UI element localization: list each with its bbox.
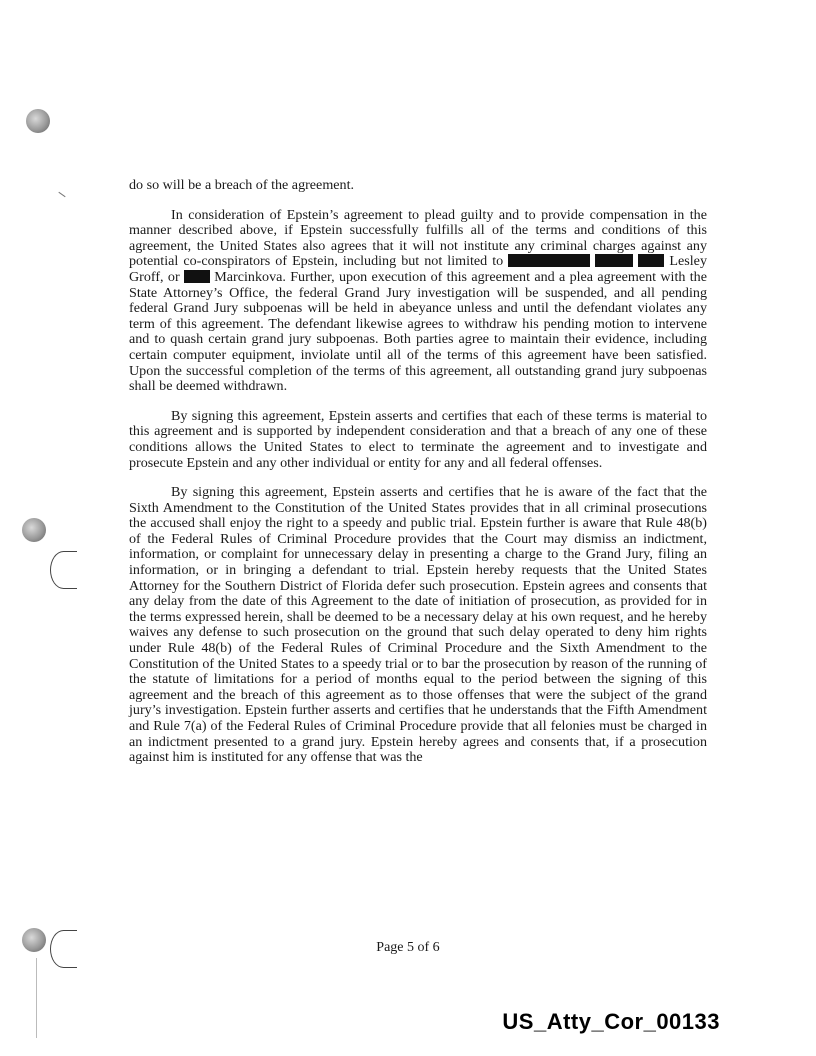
redaction-block [508, 254, 590, 267]
redaction-block [638, 254, 664, 267]
paragraph [129, 178, 707, 194]
bates-number: US_Atty_Cor_00133 [502, 1009, 720, 1034]
paragraph-text: By signing this agreement, Epstein asserts and certifies that he is aware of the fact that the Sixth Amendment to the Constitution of the United States provides that in all criminal prosecutions the accused shall enjoy the right to a speedy and public trial. Epstein further is aware that Rule 48(b) of the Federal Rules of Criminal Procedure provides that the Court may dismiss an indictment, information, or complaint for unnecessary delay in presenting a charge to the Grand Jury, filing an information, or in bringing a defendant to trial. Epstein hereby requests that the United States Attorney for the Southern District of Florida defer such prosecution. Epstein agrees and consents that any delay from the date of this Agreement to the date of initiation of prosecution, as provided for in the terms expressed herein, shall be deemed to be a necessary delay at his own request, and he hereby waives any defense to such prosecution on the ground that such delay operated to deny him rights under Rule 48(b) of the Federal Rules of Criminal Procedure and the Sixth Amendment to the Constitution of the United States to a speedy trial or to bar the prosecution by reason of the running of the statute of limitations for a period of months equal to the period between the signing of this agreement and the breach of this agreement as to those offenses that were the subject of the grand jury’s investigation. Epstein further asserts and certifies that he understands that the Fifth Amendment and Rule 7(a) of the Federal Rules of Criminal Procedure provide that all felonies must be charged in an indictment presented to a grand jury. Epstein hereby agrees and consents that, if a prosecution against him is instituted for any offense that was the [129, 484, 707, 766]
paragraph-text: In consideration of Epstein’s agreement to plead guilty and to provide compensation in the manner described above, if Epstein successfully fulfills all of the terms and conditions of this agreement, the United States also agrees that it will not institute any criminal charges against any potential co-conspirators of Epstein, including but not limited to [129, 206, 707, 270]
redaction-block [595, 254, 633, 267]
hole-punch-top [26, 109, 50, 133]
hole-punch-middle [22, 518, 46, 542]
paragraph-text: Marcinkova. Further, upon execution of this agreement and a plea agreement with the State Attorney’s Office, the federal Grand Jury investigation will be suspended, and all pending federal Grand Jury subpoenas will be held in abeyance unless and until the defendant violates any term of this agreement. The defendant likewise agrees to withdraw his pending motion to intervene and to quash certain grand jury subpoenas. Both parties agree to maintain their evidence, including certain computer equipment, inviolate until all of the terms of this agreement have been satisfied. Upon the successful completion of the terms of this agreement, all outstanding grand jury subpoenas shall be deemed withdrawn. [129, 268, 707, 395]
redaction-block [184, 270, 210, 283]
paragraph-text: By signing this agreement, Epstein asserts and certifies that each of these terms is material to this agreement and is supported by independent consideration and that a breach of any one of these conditions allows the United States to elect to terminate the agreement and to investigate and prosecute Epstein and any other individual or entity for any and all federal offenses. [129, 407, 707, 471]
paragraph [129, 409, 707, 471]
paragraph [129, 485, 707, 766]
document-body [129, 178, 707, 780]
paragraph-text: do so will be a breach of the agreement. [129, 177, 355, 193]
paragraph [129, 208, 707, 395]
scan-margin-line [36, 958, 37, 1038]
paragraph-text: Lesley Groff, or [129, 253, 707, 285]
page-number: Page 5 of 6 [376, 940, 440, 955]
scan-tick-mark [58, 192, 65, 197]
scan-edge-mark-middle [50, 551, 77, 589]
